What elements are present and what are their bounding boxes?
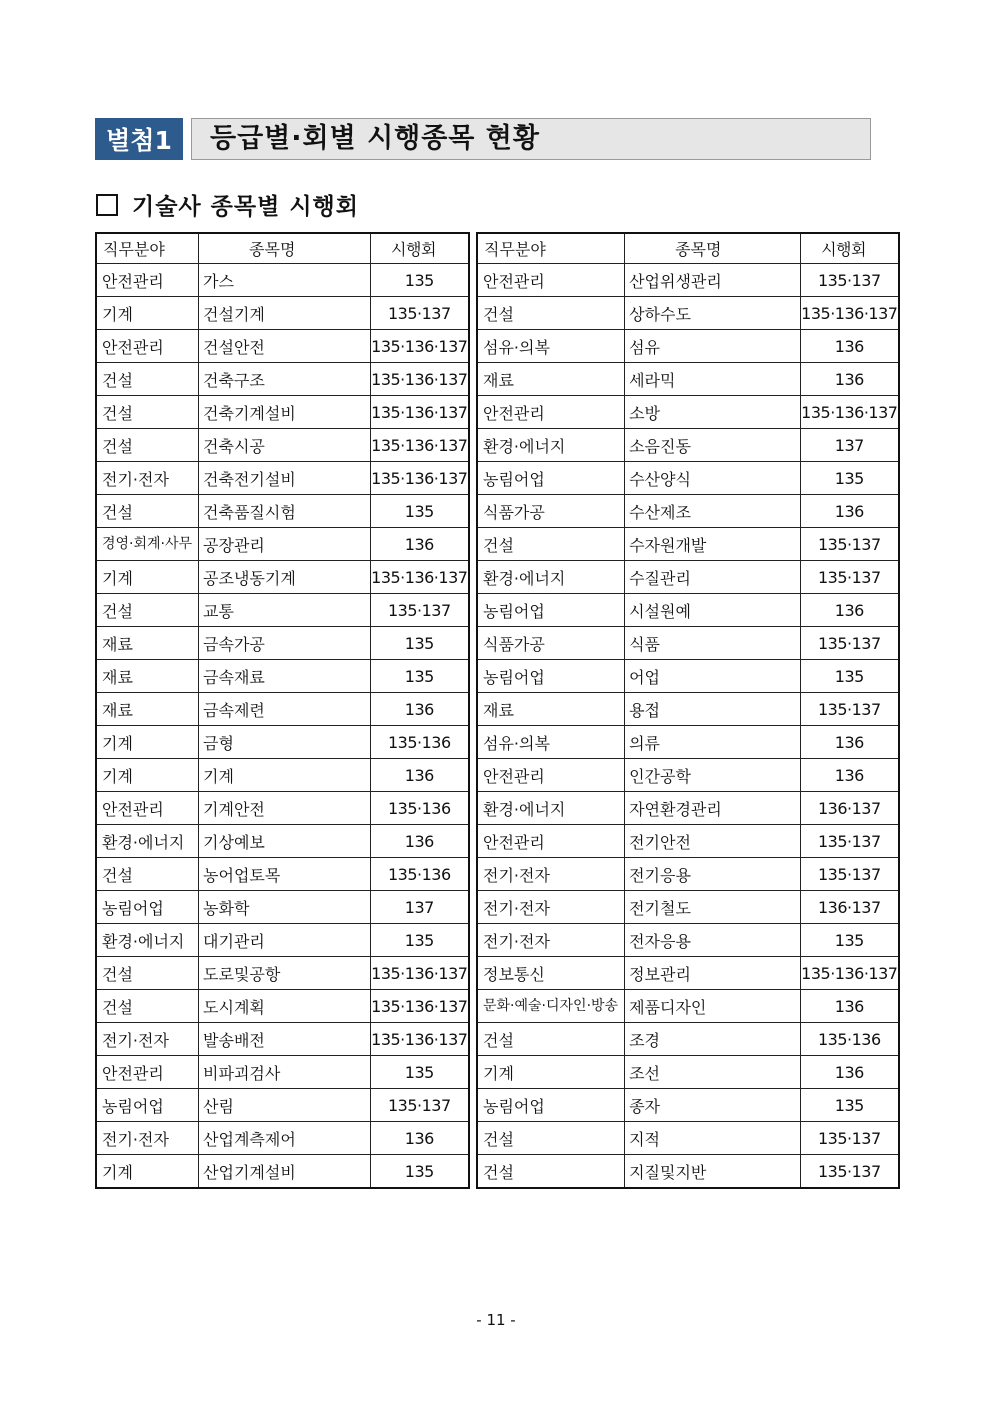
round-cell: 135 (371, 1056, 469, 1089)
header-round: 시행회 (801, 233, 899, 264)
item-cell: 기상예보 (199, 825, 371, 858)
item-cell: 건설기계 (199, 297, 371, 330)
round-cell: 135·137 (371, 594, 469, 627)
item-cell: 산업기계설비 (199, 1155, 371, 1189)
field-cell: 식품가공 (477, 495, 625, 528)
round-cell: 136 (371, 759, 469, 792)
round-cell: 135 (801, 660, 899, 693)
table-row (96, 594, 469, 627)
table-row (477, 462, 899, 495)
table-row (96, 990, 469, 1023)
item-cell: 비파괴검사 (199, 1056, 371, 1089)
item-cell: 전기응용 (625, 858, 801, 891)
table-row (96, 891, 469, 924)
item-cell: 식품 (625, 627, 801, 660)
round-cell: 136 (801, 594, 899, 627)
item-cell: 건축시공 (199, 429, 371, 462)
item-cell: 지질및지반 (625, 1155, 801, 1189)
right-table (476, 232, 900, 1189)
item-cell: 발송배전 (199, 1023, 371, 1056)
field-cell: 문화·예술·디자인·방송 (477, 990, 625, 1023)
item-cell: 산림 (199, 1089, 371, 1122)
round-cell: 135·136·137 (371, 396, 469, 429)
field-cell: 건설 (96, 858, 199, 891)
item-cell: 자연환경관리 (625, 792, 801, 825)
item-cell: 도시계획 (199, 990, 371, 1023)
round-cell: 135·137 (801, 264, 899, 297)
round-cell: 135 (371, 264, 469, 297)
table-row (96, 1056, 469, 1089)
round-cell: 135·136·137 (371, 1023, 469, 1056)
field-cell: 기계 (96, 297, 199, 330)
round-cell: 135·136·137 (371, 330, 469, 363)
item-cell: 어업 (625, 660, 801, 693)
item-cell: 농화학 (199, 891, 371, 924)
left-table (95, 232, 470, 1189)
header-round: 시행회 (371, 233, 469, 264)
item-cell: 금속가공 (199, 627, 371, 660)
item-cell: 대기관리 (199, 924, 371, 957)
table-row (96, 561, 469, 594)
field-cell: 안전관리 (96, 1056, 199, 1089)
field-cell: 기계 (477, 1056, 625, 1089)
table-row (477, 627, 899, 660)
round-cell: 135·137 (801, 627, 899, 660)
table-row (96, 792, 469, 825)
field-cell: 건설 (96, 495, 199, 528)
field-cell: 안전관리 (96, 330, 199, 363)
round-cell: 135 (371, 495, 469, 528)
table-row (96, 924, 469, 957)
field-cell: 전기·전자 (96, 1023, 199, 1056)
field-cell: 전기·전자 (477, 924, 625, 957)
field-cell: 건설 (96, 957, 199, 990)
header-item: 종목명 (199, 233, 371, 264)
table-row (477, 1089, 899, 1122)
round-cell: 135·137 (801, 1155, 899, 1189)
table-row (96, 759, 469, 792)
table-row (477, 891, 899, 924)
section-heading (96, 188, 359, 221)
field-cell: 식품가공 (477, 627, 625, 660)
field-cell: 안전관리 (477, 264, 625, 297)
table-row (96, 957, 469, 990)
round-cell: 135·136 (801, 1023, 899, 1056)
round-cell: 136 (371, 825, 469, 858)
item-cell: 수산양식 (625, 462, 801, 495)
round-cell: 135 (371, 1155, 469, 1189)
field-cell: 건설 (477, 528, 625, 561)
table-row (477, 264, 899, 297)
round-cell: 135 (371, 627, 469, 660)
table-row (96, 495, 469, 528)
round-cell: 136 (801, 495, 899, 528)
table-row (96, 363, 469, 396)
round-cell: 135·136·137 (371, 990, 469, 1023)
table-row (96, 1023, 469, 1056)
attachment-badge: 별첨1 (95, 118, 183, 160)
item-cell: 산업계측제어 (199, 1122, 371, 1155)
field-cell: 기계 (96, 759, 199, 792)
field-cell: 기계 (96, 561, 199, 594)
item-cell: 건축기계설비 (199, 396, 371, 429)
round-cell: 136 (801, 1056, 899, 1089)
item-cell: 기계 (199, 759, 371, 792)
table-row (96, 429, 469, 462)
item-cell: 지적 (625, 1122, 801, 1155)
field-cell: 건설 (96, 429, 199, 462)
field-cell: 안전관리 (477, 396, 625, 429)
field-cell: 재료 (477, 363, 625, 396)
item-cell: 건축전기설비 (199, 462, 371, 495)
item-cell: 공조냉동기계 (199, 561, 371, 594)
table-row (96, 858, 469, 891)
item-cell: 기계안전 (199, 792, 371, 825)
field-cell: 정보통신 (477, 957, 625, 990)
round-cell: 135·137 (801, 825, 899, 858)
table-row (477, 594, 899, 627)
table-row (96, 462, 469, 495)
table-row (477, 495, 899, 528)
round-cell: 135·137 (801, 528, 899, 561)
round-cell: 135·137 (371, 297, 469, 330)
field-cell: 경영·회계·사무 (96, 528, 199, 561)
round-cell: 135·136 (371, 792, 469, 825)
table-row (477, 726, 899, 759)
item-cell: 수산제조 (625, 495, 801, 528)
round-cell: 135·137 (801, 561, 899, 594)
field-cell: 섬유·의복 (477, 330, 625, 363)
round-cell: 136·137 (801, 891, 899, 924)
item-cell: 산업위생관리 (625, 264, 801, 297)
round-cell: 137 (801, 429, 899, 462)
table-row (96, 528, 469, 561)
round-cell: 135 (801, 462, 899, 495)
table-row (477, 759, 899, 792)
round-cell: 136 (801, 363, 899, 396)
item-cell: 도로및공항 (199, 957, 371, 990)
item-cell: 소방 (625, 396, 801, 429)
table-header-row (477, 233, 899, 264)
round-cell: 135·136·137 (371, 429, 469, 462)
field-cell: 농림어업 (96, 1089, 199, 1122)
item-cell: 농어업토목 (199, 858, 371, 891)
item-cell: 의류 (625, 726, 801, 759)
field-cell: 농림어업 (96, 891, 199, 924)
item-cell: 금속재료 (199, 660, 371, 693)
field-cell: 환경·에너지 (477, 561, 625, 594)
field-cell: 농림어업 (477, 462, 625, 495)
item-cell: 건축구조 (199, 363, 371, 396)
round-cell: 135·136·137 (801, 957, 899, 990)
round-cell: 135·137 (801, 858, 899, 891)
round-cell: 135 (801, 1089, 899, 1122)
field-cell: 환경·에너지 (96, 924, 199, 957)
item-cell: 금속제련 (199, 693, 371, 726)
header-field: 직무분야 (96, 233, 199, 264)
field-cell: 기계 (96, 1155, 199, 1189)
item-cell: 조경 (625, 1023, 801, 1056)
field-cell: 안전관리 (96, 792, 199, 825)
field-cell: 건설 (96, 990, 199, 1023)
table-row (96, 396, 469, 429)
round-cell: 135·136·137 (371, 363, 469, 396)
field-cell: 농림어업 (477, 1089, 625, 1122)
round-cell: 135·137 (801, 693, 899, 726)
item-cell: 가스 (199, 264, 371, 297)
round-cell: 135·136·137 (801, 297, 899, 330)
field-cell: 안전관리 (477, 825, 625, 858)
field-cell: 농림어업 (477, 594, 625, 627)
field-cell: 환경·에너지 (96, 825, 199, 858)
item-cell: 섬유 (625, 330, 801, 363)
table-row (96, 627, 469, 660)
field-cell: 전기·전자 (96, 1122, 199, 1155)
table-row (96, 693, 469, 726)
table-row (477, 528, 899, 561)
header-item: 종목명 (625, 233, 801, 264)
round-cell: 135·136·137 (801, 396, 899, 429)
item-cell: 전기철도 (625, 891, 801, 924)
section-heading-text: 기술사 종목별 시행회 (132, 193, 359, 220)
field-cell: 전기·전자 (477, 891, 625, 924)
field-cell: 재료 (96, 693, 199, 726)
field-cell: 농림어업 (477, 660, 625, 693)
table-row (477, 858, 899, 891)
round-cell: 135 (371, 660, 469, 693)
table-row (477, 825, 899, 858)
item-cell: 제품디자인 (625, 990, 801, 1023)
field-cell: 전기·전자 (477, 858, 625, 891)
table-row (96, 1155, 469, 1189)
field-cell: 안전관리 (477, 759, 625, 792)
table-row (96, 1089, 469, 1122)
item-cell: 교통 (199, 594, 371, 627)
table-row (477, 792, 899, 825)
field-cell: 섬유·의복 (477, 726, 625, 759)
table-row (477, 396, 899, 429)
round-cell: 135 (371, 924, 469, 957)
round-cell: 136 (801, 759, 899, 792)
table-header-row (96, 233, 469, 264)
item-cell: 전기안전 (625, 825, 801, 858)
item-cell: 인간공학 (625, 759, 801, 792)
item-cell: 용접 (625, 693, 801, 726)
field-cell: 건설 (477, 1122, 625, 1155)
table-row (477, 1122, 899, 1155)
table-row (477, 330, 899, 363)
table-row (96, 825, 469, 858)
table-row (477, 363, 899, 396)
round-cell: 136 (371, 528, 469, 561)
round-cell: 136 (801, 330, 899, 363)
item-cell: 건설안전 (199, 330, 371, 363)
table-row (477, 561, 899, 594)
field-cell: 건설 (477, 1023, 625, 1056)
table-row (96, 726, 469, 759)
table-row (477, 429, 899, 462)
round-cell: 136 (371, 693, 469, 726)
field-cell: 전기·전자 (96, 462, 199, 495)
field-cell: 건설 (96, 363, 199, 396)
table-row (96, 330, 469, 363)
round-cell: 135·136 (371, 726, 469, 759)
field-cell: 환경·에너지 (477, 792, 625, 825)
table-row (477, 1155, 899, 1189)
round-cell: 135·136·137 (371, 462, 469, 495)
checkbox-icon (96, 194, 118, 216)
item-cell: 수자원개발 (625, 528, 801, 561)
item-cell: 소음진동 (625, 429, 801, 462)
page-number: - 11 - (476, 1311, 516, 1329)
table-row (96, 660, 469, 693)
round-cell: 136 (371, 1122, 469, 1155)
header-field: 직무분야 (477, 233, 625, 264)
round-cell: 136 (801, 726, 899, 759)
item-cell: 수질관리 (625, 561, 801, 594)
table-row (477, 990, 899, 1023)
round-cell: 135·136·137 (371, 561, 469, 594)
round-cell: 135·137 (801, 1122, 899, 1155)
item-cell: 시설원예 (625, 594, 801, 627)
field-cell: 재료 (96, 627, 199, 660)
table-row (477, 660, 899, 693)
round-cell: 136 (801, 990, 899, 1023)
table-row (96, 1122, 469, 1155)
item-cell: 금형 (199, 726, 371, 759)
round-cell: 135·137 (371, 1089, 469, 1122)
table-row (96, 264, 469, 297)
round-cell: 135·136·137 (371, 957, 469, 990)
item-cell: 공장관리 (199, 528, 371, 561)
item-cell: 종자 (625, 1089, 801, 1122)
field-cell: 건설 (477, 1155, 625, 1189)
round-cell: 136·137 (801, 792, 899, 825)
table-row (477, 297, 899, 330)
table-row (477, 924, 899, 957)
field-cell: 환경·에너지 (477, 429, 625, 462)
field-cell: 기계 (96, 726, 199, 759)
item-cell: 건축품질시험 (199, 495, 371, 528)
field-cell: 건설 (477, 297, 625, 330)
field-cell: 재료 (477, 693, 625, 726)
field-cell: 재료 (96, 660, 199, 693)
table-row (477, 1056, 899, 1089)
field-cell: 건설 (96, 396, 199, 429)
field-cell: 건설 (96, 594, 199, 627)
table-row (477, 1023, 899, 1056)
round-cell: 135 (801, 924, 899, 957)
field-cell: 안전관리 (96, 264, 199, 297)
item-cell: 상하수도 (625, 297, 801, 330)
table-row (477, 693, 899, 726)
item-cell: 정보관리 (625, 957, 801, 990)
round-cell: 137 (371, 891, 469, 924)
item-cell: 세라믹 (625, 363, 801, 396)
item-cell: 조선 (625, 1056, 801, 1089)
page-title: 등급별·회별 시행종목 현황 (191, 118, 871, 160)
table-row (477, 957, 899, 990)
table-row (96, 297, 469, 330)
round-cell: 135·136 (371, 858, 469, 891)
item-cell: 전자응용 (625, 924, 801, 957)
